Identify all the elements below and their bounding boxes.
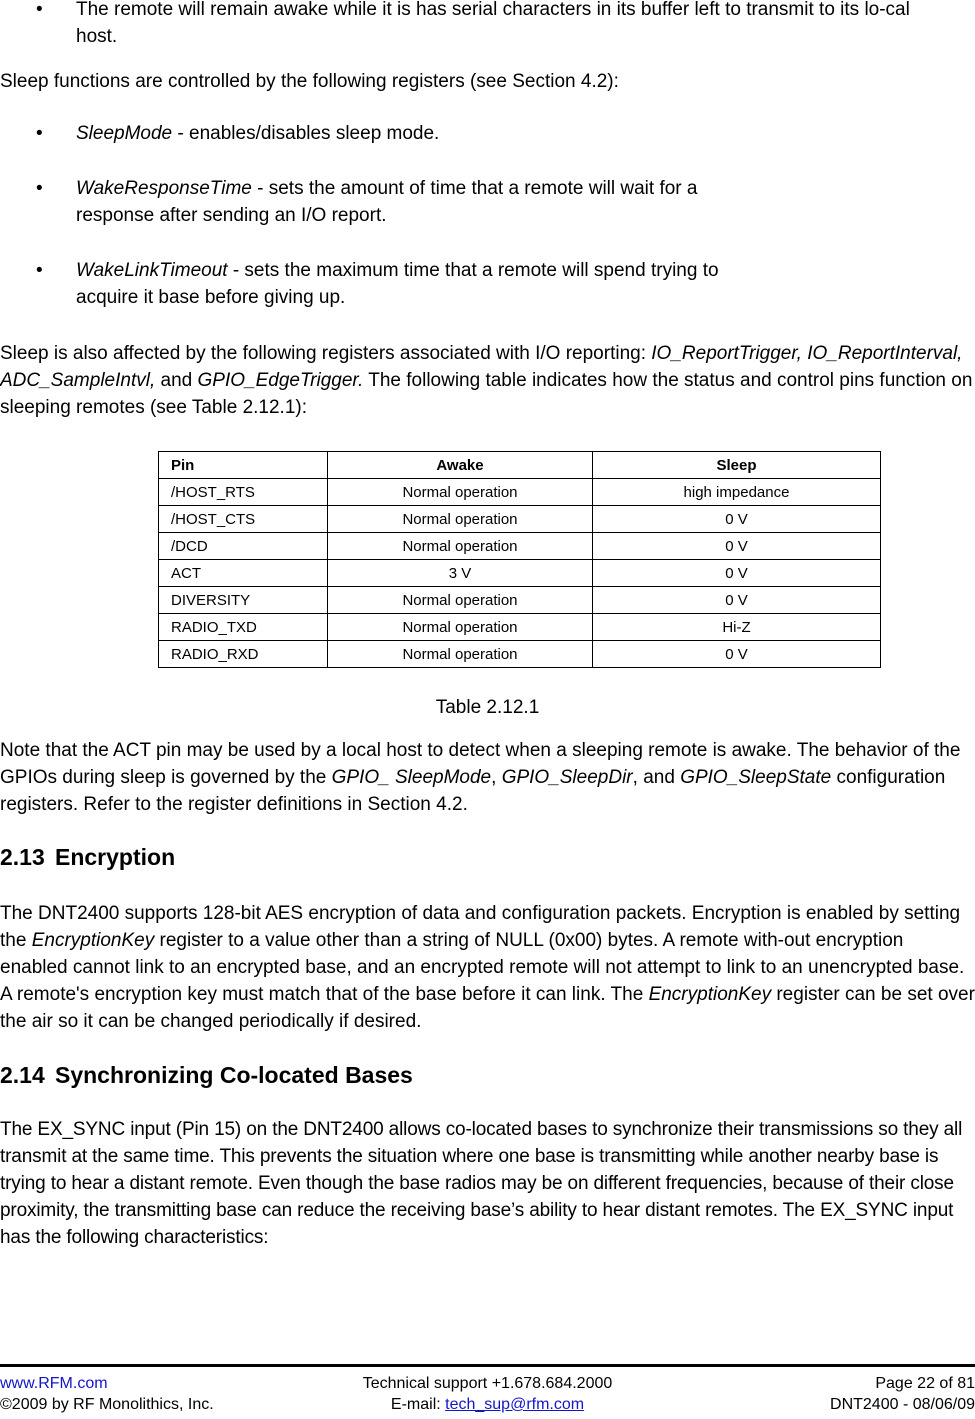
cell-sleep: 0 V [593, 641, 881, 668]
act-pin-note [0, 737, 975, 818]
cell-sleep: Hi-Z [593, 614, 881, 641]
section-title: Synchronizing Co-located Bases [55, 1062, 413, 1088]
cell-awake: Normal operation [328, 533, 593, 560]
reg-gpio-edgetrigger: GPIO_EdgeTrigger. [197, 370, 364, 391]
copyright-text: ©2009 by RF Monolithics, Inc. [0, 1396, 214, 1413]
reg-encryptionkey: EncryptionKey [648, 984, 772, 1005]
footer-center [0, 1373, 975, 1415]
encryption-paragraph [0, 900, 975, 1035]
table-row [159, 560, 881, 587]
register-bullet-wakelinktimeout [36, 257, 776, 311]
io-reporting-paragraph [0, 340, 975, 421]
reg-adc-sampleintvl: ADC_SampleIntvl, [0, 370, 156, 391]
table-row [159, 641, 881, 668]
cell-pin: RADIO_RXD [159, 641, 328, 668]
reg-io-reporttrigger: IO_ReportTrigger, [651, 343, 802, 364]
para-text: register to a value other than a string of NULL (0x00) bytes. A remote with-out encryption enabled cannot link to an encrypted base, and an encrypted remote will not attempt to link to an unencrypted base. A remote's encryption key must match that of the base before it can link. The [0, 930, 965, 1005]
cell-awake: Normal operation [328, 506, 593, 533]
cell-awake: Normal operation [328, 587, 593, 614]
page-number: Page 22 of 81 [875, 1375, 975, 1392]
cell-pin: /HOST_RTS [159, 479, 328, 506]
register-name: SleepMode [76, 123, 173, 144]
register-name: WakeLinkTimeout [76, 260, 228, 281]
bullet-icon: • [36, 178, 43, 199]
table-row [159, 614, 881, 641]
register-name: WakeResponseTime [76, 178, 252, 199]
separator: , [491, 767, 502, 788]
cell-sleep: 0 V [593, 560, 881, 587]
footer-right [830, 1373, 975, 1415]
header-pin: Pin [159, 452, 328, 479]
cell-pin: /HOST_CTS [159, 506, 328, 533]
cell-sleep: 0 V [593, 506, 881, 533]
io-prefix: Sleep is also affected by the following registers associated with I/O reporting: [0, 343, 652, 364]
note-text: configuration registers. Refer to the register definitions in Section 4.2. [0, 767, 946, 815]
doc-id-date: DNT2400 - 08/06/09 [830, 1396, 975, 1413]
register-desc: - enables/disables sleep mode. [172, 123, 440, 144]
header-sleep: Sleep [593, 452, 881, 479]
reg-gpio-sleepdir: GPIO_SleepDir [501, 767, 633, 788]
table-row [159, 506, 881, 533]
website-link[interactable]: www.RFM.com [0, 1375, 108, 1392]
sleep-registers-intro: Sleep functions are controlled by the following registers (see Section 4.2): [0, 71, 619, 92]
para-text: The DNT2400 supports 128-bit AES encryption of data and configuration packets. Encryption is enabled by setting the [0, 903, 961, 951]
cell-pin: /DCD [159, 533, 328, 560]
reg-io-reportinterval: IO_ReportInterval, [807, 343, 963, 364]
separator: , and [632, 767, 681, 788]
section-number: 2.14 [0, 1062, 45, 1088]
reg-encryptionkey: EncryptionKey [31, 930, 155, 951]
register-desc: - sets the amount of time that a remote will wait for a response after sending an I/O report. [76, 178, 698, 226]
conjunction: and [155, 370, 198, 391]
section-heading-synchronizing [0, 1060, 413, 1090]
sync-paragraph: The EX_SYNC input (Pin 15) on the DNT2400 allows co-located bases to synchronize their transmissions so they all transmit at the same time. This prevents the situation where one base is transmitting while another nearby base is trying to hear a distant remote. Even though the base radios may be on different frequencies, because of their close proximity, the transmitting base can reduce the receiving base’s ability to hear distant remotes. The EX_SYNC input has the following characteristics: [0, 1119, 963, 1248]
cell-sleep: 0 V [593, 587, 881, 614]
section-heading-encryption [0, 842, 175, 872]
reg-gpio-sleepmode: GPIO_ SleepMode [331, 767, 492, 788]
email-label: E-mail: [390, 1396, 446, 1413]
footer-divider [0, 1364, 975, 1367]
register-bullet-wakeresponsetime [36, 175, 776, 229]
table-header-row [159, 452, 881, 479]
bullet-icon: • [36, 260, 43, 281]
table-row [159, 479, 881, 506]
header-awake: Awake [328, 452, 593, 479]
email-link[interactable]: tech_sup@rfm.com [445, 1396, 585, 1413]
reg-gpio-sleepstate: GPIO_SleepState [680, 767, 832, 788]
cell-pin: RADIO_TXD [159, 614, 328, 641]
section-title: Encryption [55, 844, 176, 870]
pin-function-table [158, 451, 881, 668]
bullet-text: The remote will remain awake while it is has serial characters in its buffer left to transmit to its lo-cal host. [76, 0, 910, 47]
table-row [159, 533, 881, 560]
io-suffix: The following table indicates how the status and control pins function on sleeping remotes (see Table 2.12.1): [0, 370, 973, 418]
cell-awake: Normal operation [328, 641, 593, 668]
register-desc: - sets the maximum time that a remote will spend trying to acquire it base before giving up. [76, 260, 719, 308]
cell-awake: 3 V [328, 560, 593, 587]
table-row [159, 587, 881, 614]
bullet-icon: • [36, 0, 43, 20]
register-bullet-sleepmode [36, 120, 956, 147]
awake-bullet [36, 0, 956, 50]
section-number: 2.13 [0, 844, 45, 870]
para-text: register can be set over the air so it can be changed periodically if desired. [0, 984, 975, 1032]
note-text: Note that the ACT pin may be used by a local host to detect when a sleeping remote is awake. The behavior of the GPIOs during sleep is governed by the [0, 740, 961, 788]
bullet-icon: • [36, 123, 43, 144]
cell-pin: ACT [159, 560, 328, 587]
support-phone: Technical support +1.678.684.2000 [362, 1375, 613, 1392]
cell-awake: Normal operation [328, 614, 593, 641]
table-caption: Table 2.12.1 [435, 697, 540, 718]
cell-pin: DIVERSITY [159, 587, 328, 614]
cell-sleep: 0 V [593, 533, 881, 560]
cell-sleep: high impedance [593, 479, 881, 506]
cell-awake: Normal operation [328, 479, 593, 506]
